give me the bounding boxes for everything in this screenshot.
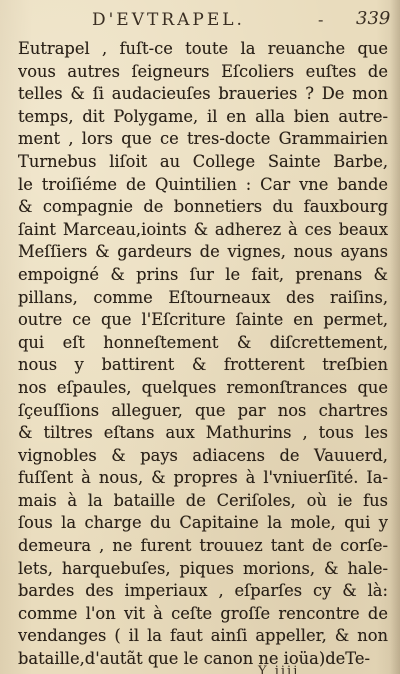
text-line: pillans, comme Eſtourneaux des raiſins, [18,287,388,307]
text-line: ſous la charge du Capitaine la mole, qui y [18,513,388,533]
text-line: vous autres ſeigneurs Eſcoliers euſtes de [18,61,388,81]
text-line: bardes des imperiaux , eſparſes cy & là: [18,581,388,601]
running-head-dash: - [318,10,324,29]
text-line: ſçeuſſions alleguer, que par nos chartres [18,400,388,420]
text-line: le troiſiéme de Quintilien : Car vne bande [18,174,388,194]
text-line: & tiltres eſtans aux Mathurins , tous les [18,423,388,443]
text-line: ment , lors que ce tres-docte Grammairien [18,129,388,149]
text-line: empoigné & prins ſur le fait, prenans & [18,264,388,284]
text-line: Turnebus liſoit au College Sainte Barbe, [18,151,388,171]
page-edge-shadow [390,0,400,674]
running-title: D'EVTRAPEL. [92,10,245,30]
text-line: nos eſpaules, quelques remonſtrances que [18,377,388,397]
text-line: comme l'on vit à ceſte groſſe rencontre de [18,603,388,623]
text-line: temps, dit Polygame, il en alla bien autre- [18,106,388,126]
page-number: 339 [356,8,391,29]
text-line: Meſſiers & gardeurs de vignes, nous ayans [18,242,388,262]
text-line: vendanges ( il la faut ainſi appeller, & non [18,626,388,646]
text-line: lets, harquebuſes, piques morions, & hale- [18,558,388,578]
text-line: vignobles & pays adiacens de Vauuerd, [18,445,388,465]
text-line: qui eſt honneſtement & diſcrettement, [18,332,388,352]
text-line: nous y battirent & frotterent treſbien [18,355,388,375]
running-head [0,4,400,32]
text-line: mais à la bataille de Ceriſoles, où ie fus [18,490,388,510]
text-line: fuſſent à nous, & propres à l'vniuerſité. Ia- [18,468,388,488]
text-line: ſaint Marceau,ioints & adherez à ces beaux [18,219,388,239]
text-line: demeura , ne furent trouuez tant de corſe- [18,536,388,556]
text-line: & compagnie de bonnetiers du fauxbourg [18,197,388,217]
body-text [18,38,388,671]
text-line: Eutrapel , fuſt-ce toute la reuanche que [18,39,388,58]
text-line: telles & ſi audacieuſes braueries ? De mon [18,84,388,104]
signature-mark: Y iiii [258,664,300,674]
text-line: outre ce que l'Eſcriture ſainte en permet, [18,310,388,330]
text-line: bataille,d'autãt que le canon ne ioüa)deTe- [18,649,371,669]
